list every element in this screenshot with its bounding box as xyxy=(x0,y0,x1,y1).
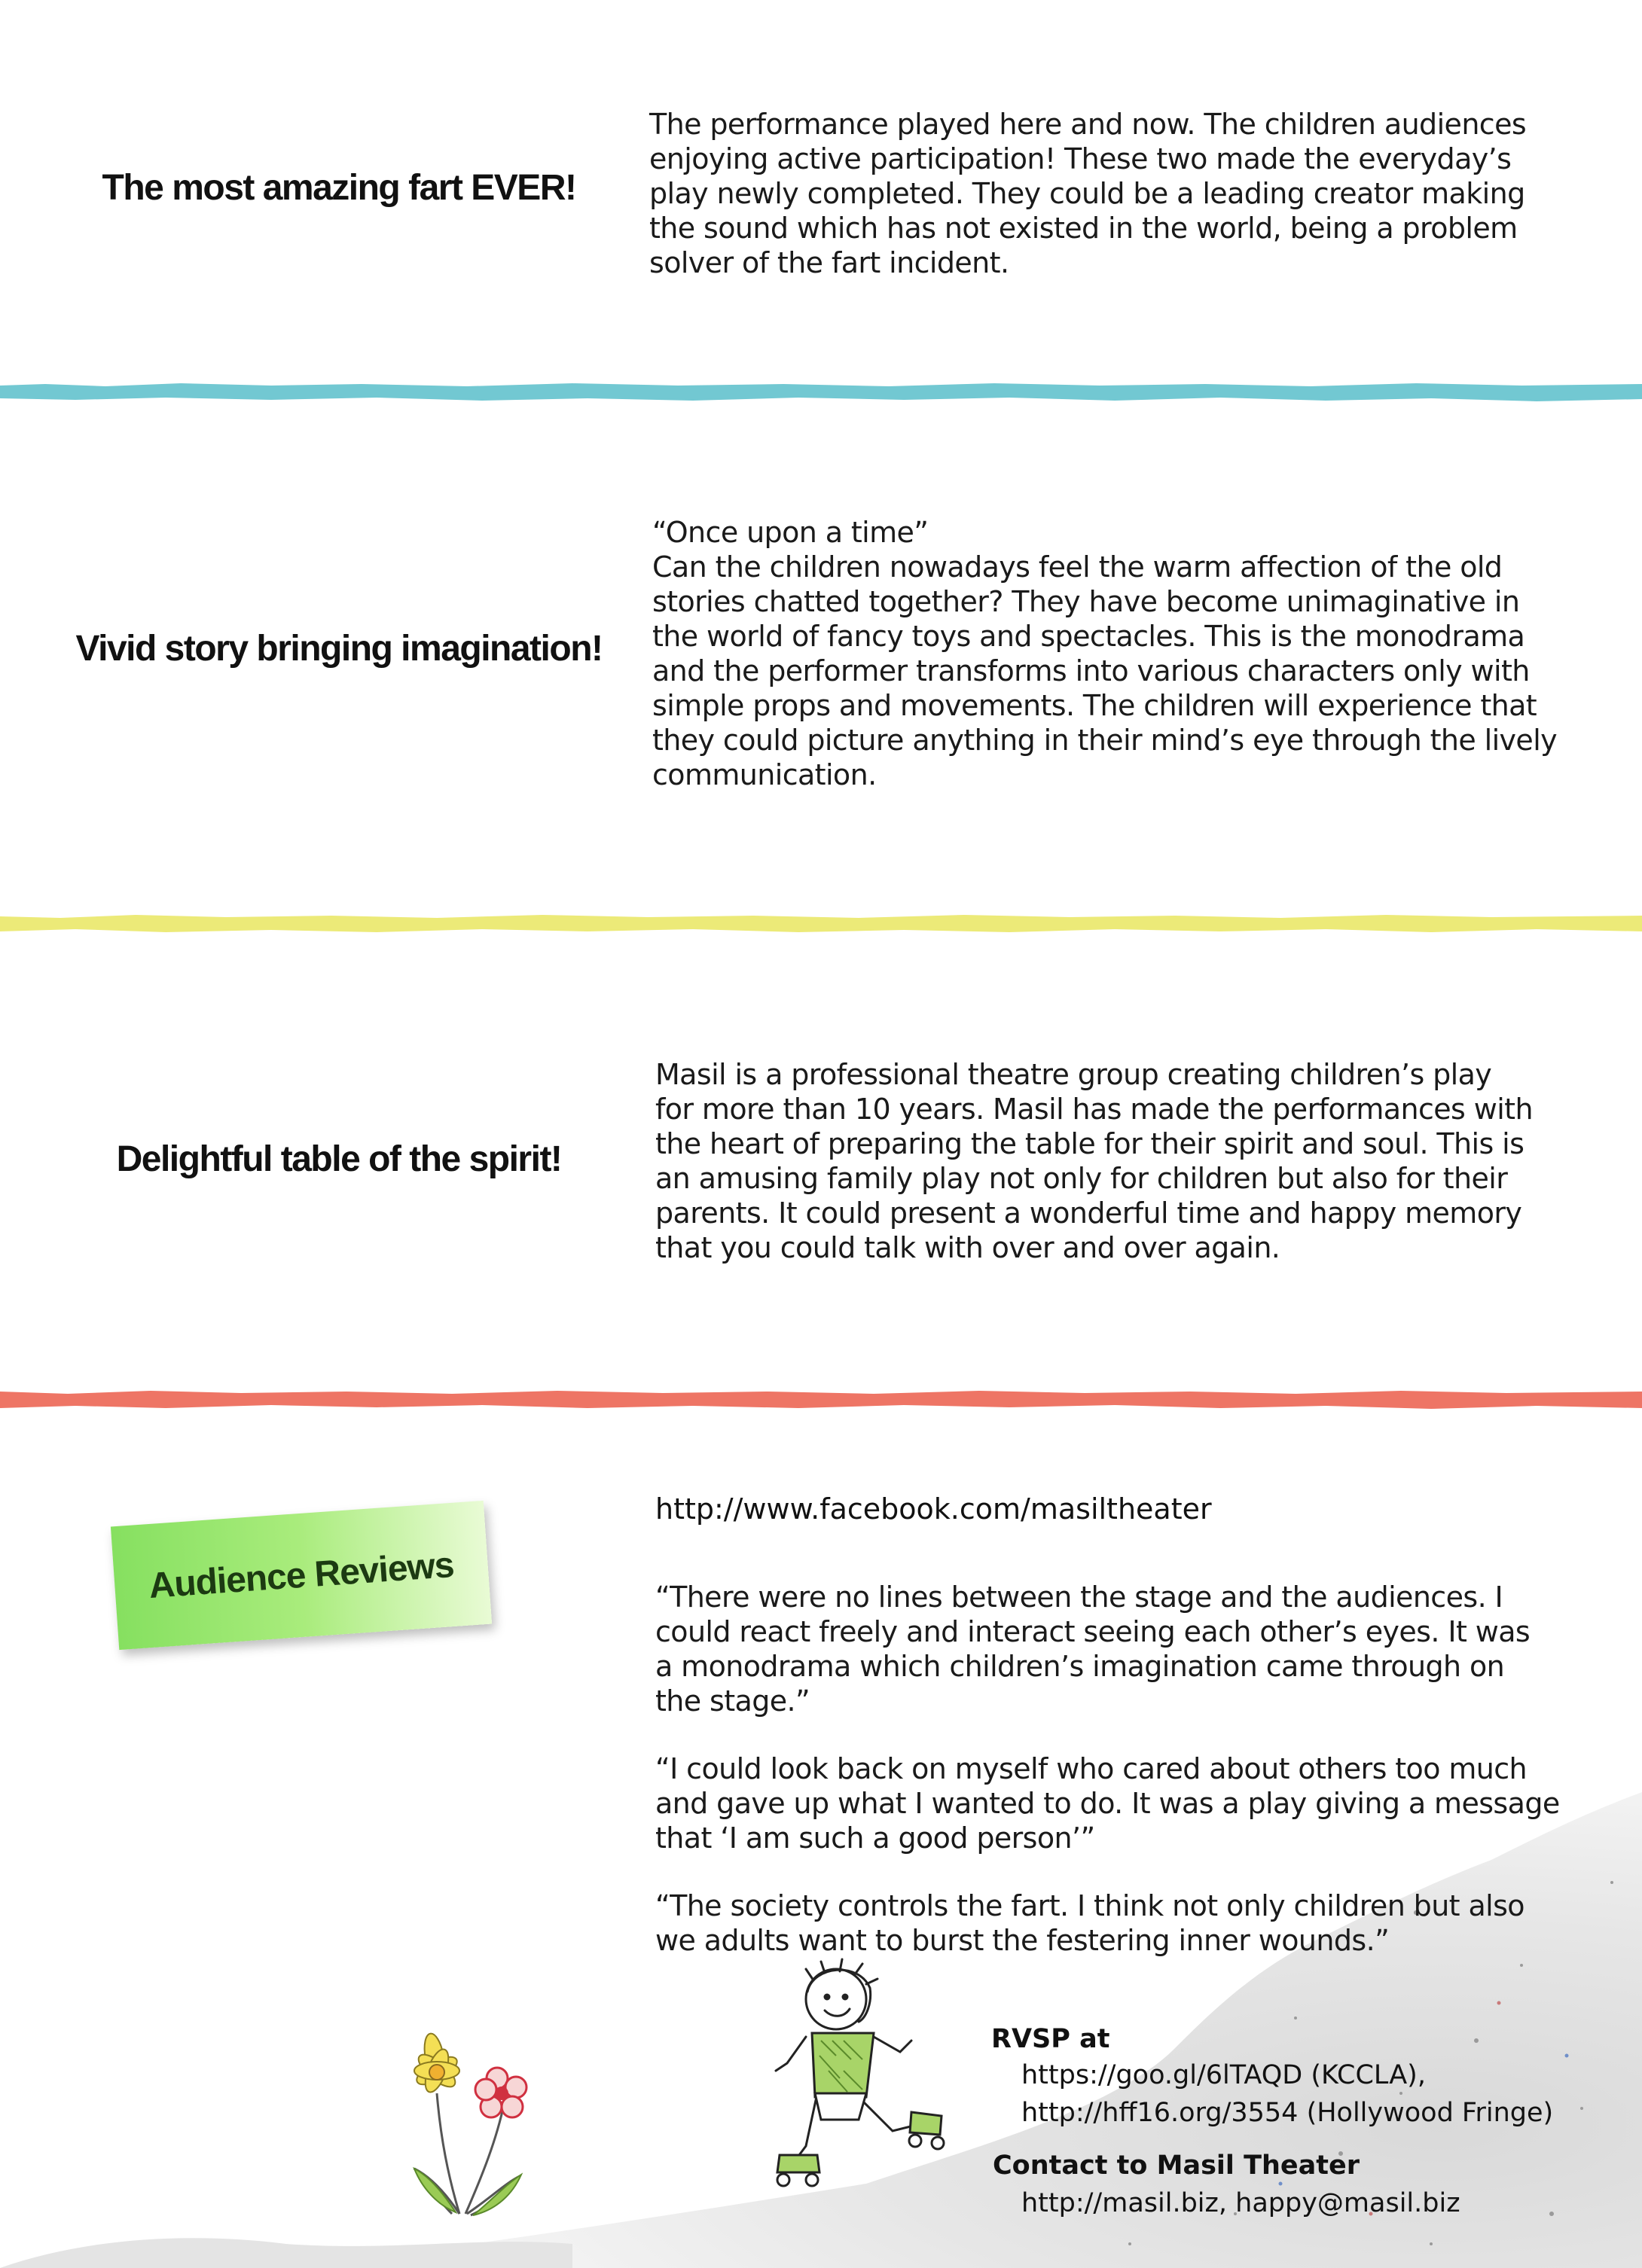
section-body-1: The performance played here and now. The children audiences enjoying active participation! These two made the everyday’s play newly completed. They could be a leading creator making the sound which has not existed in the world, being a problem solver of the fart incident. xyxy=(649,108,1527,279)
rsvp-title: RVSP at xyxy=(991,2024,1110,2054)
section-heading-2: Vivid story bringing imagination! xyxy=(75,629,603,669)
child-on-skates-drawing-icon xyxy=(761,1958,964,2206)
review-3: “The society controls the fart. I think not only children but also we adults want to burst the festering inner wounds.” xyxy=(655,1889,1524,1957)
section-heading-3: Delightful table of the spirit! xyxy=(116,1139,562,1179)
divider-red xyxy=(0,1384,1642,1414)
audience-reviews-label: Audience Reviews xyxy=(147,1544,456,1606)
contact-details[interactable]: http://masil.biz, happy@masil.biz xyxy=(1021,2188,1460,2218)
section-body-3: Masil is a professional theatre group creating children’s play for more than 10 years. Masil has made the performances with the heart of preparing the table for their spirit and soul. This is an amusing family play not only for children but also for their parents. It could present a wonderful time and happy memory that you could talk with over and over again. xyxy=(655,1058,1533,1264)
section-heading-1: The most amazing fart EVER! xyxy=(102,168,576,208)
contact-title: Contact to Masil Theater xyxy=(993,2151,1360,2181)
review-2: “I could look back on myself who cared about others too much and gave up what I wanted to do. It was a play giving a message that ‘I am such a good person’” xyxy=(655,1752,1560,1855)
rsvp-link-kccla[interactable]: https://goo.gl/6lTAQD (KCCLA), xyxy=(1021,2060,1426,2090)
flower-drawing-icon xyxy=(377,2026,557,2221)
divider-blue xyxy=(0,376,1642,407)
facebook-url[interactable]: http://www.facebook.com/masiltheater xyxy=(655,1492,1212,1526)
rsvp-link-hollywood-fringe[interactable]: http://hff16.org/3554 (Hollywood Fringe) xyxy=(1021,2098,1554,2128)
section-body-2: “Once upon a time” Can the children nowadays feel the warm affection of the old stories chatted together? They have become unimaginative in the world of fancy toys and spectacles. This is the monodrama and the performer transforms into various characters only with simple props and movements. The children will experience that they could picture anything in their mind’s eye through the lively communication. xyxy=(652,516,1558,791)
review-1: “There were no lines between the stage and the audiences. I could react freely and interact seeing each other’s eyes. It was a monodrama which children’s imagination came through on the stage.” xyxy=(655,1581,1531,1718)
audience-reviews-tag xyxy=(111,1501,492,1650)
divider-yellow xyxy=(0,908,1642,938)
